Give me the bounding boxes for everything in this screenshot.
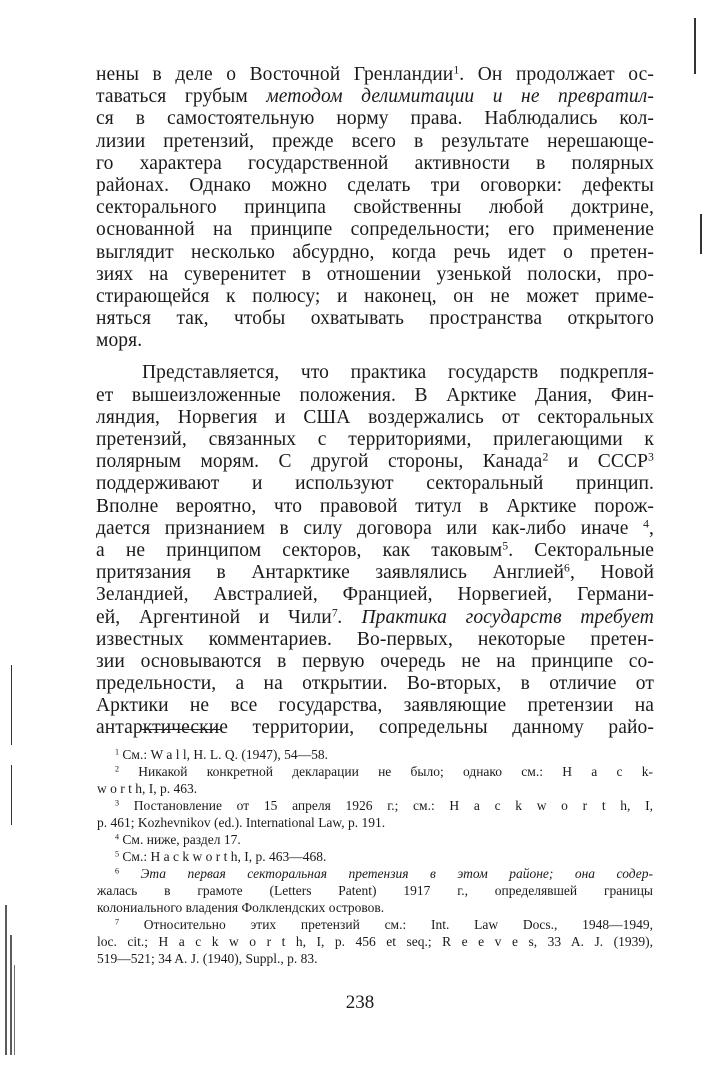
- scan-margin-line: [11, 665, 12, 745]
- scan-margin-line: [11, 765, 12, 825]
- main-text: [96, 64, 654, 740]
- text-line: претензий, связанных с территориями, прилегающими к: [96, 429, 654, 450]
- text-line: антарктические территории, сопредельны данному райо-: [96, 717, 654, 739]
- text-line: Зеландией, Австралией, Францией, Норвегией, Германи-: [96, 584, 654, 606]
- footnote-ref: 7: [331, 606, 338, 620]
- footnote: $^4$ См. ниже, раздел 17.: [115, 832, 241, 847]
- footnote: $^1$ См.: W a l l, H. L. Q. (1947), 54—58.: [115, 747, 328, 762]
- footnote: $^7$ Относительно этих претензий см.: Int. Law Docs., 1948—1949,: [115, 917, 653, 932]
- scan-margin-line: [10, 935, 12, 1055]
- text-line: ей, Аргентиной и Чили$^7$. Практика государств требует: [96, 606, 654, 628]
- scan-margin-line: [700, 214, 702, 254]
- text-line: Представляется, что практика государств подкрепля-: [142, 362, 654, 384]
- text-line: известных комментариев. Во-первых, некоторые претен-: [96, 628, 654, 650]
- text-line: ся в самостоятельную норму права. Наблюдались кол-: [96, 108, 654, 130]
- text-line: ляндия, Норвегия и США воздержались от секторальных: [96, 406, 654, 428]
- footnote-cont: 519—521; 34 A. J. (1940), Suppl., p. 83.: [97, 951, 318, 966]
- footnote-ref: 2: [542, 451, 549, 464]
- text-line: притязания в Антарктике заявлялись Англией$^6$, Новой: [96, 562, 654, 584]
- text-line: основанной на принципе сопредельности; его применение: [96, 219, 654, 241]
- footnote: $^5$ См.: H a c k w o r t h, I, p. 463—468.: [115, 849, 327, 864]
- text-line: няться так, чтобы охватывать пространства открытого: [96, 308, 654, 330]
- footnote-ref: 1: [453, 64, 460, 77]
- text-line: Вполне вероятно, что правовой титул в Арктике порож-: [96, 495, 654, 517]
- text-line: го характера государственной активности в полярных: [96, 152, 654, 174]
- text-line: моря.: [96, 330, 143, 352]
- text-line: нены в деле о Восточной Гренландии$^1$. Он продолжает ос-: [96, 64, 654, 85]
- footnote-divider: [140, 729, 222, 730]
- footnote: $^6$ Эта первая секторальная претензия в этом районе; она содер-: [115, 866, 653, 881]
- footnotes: [97, 746, 653, 967]
- text-line: Арктики не все государства, заявляющие претензии на: [96, 695, 654, 717]
- footnote: $^2$ Никакой конкретной декларации не было; однако см.: H a c k-: [115, 764, 653, 779]
- footnote-ref: 4: [643, 517, 650, 531]
- text-line: предельности, а на открытии. Во-вторых, в отличие от: [96, 673, 654, 695]
- text-line: зиях на суверенитет в отношении узенькой полоски, про-: [96, 263, 654, 285]
- text-line: лизии претензий, прежде всего в результате нерешающе-: [96, 130, 654, 152]
- footnote-cont: w o r t h, I, p. 463.: [97, 781, 198, 796]
- text-line: поддерживают и используют секторальный принцип.: [96, 473, 654, 495]
- text-line: стирающейся к полюсу; и наконец, он не может приме-: [96, 285, 654, 307]
- text-line: ет вышеизложенные положения. В Арктике Дания, Фин-: [96, 384, 654, 406]
- footnote-cont: колониального владения Фолклендских островов.: [97, 900, 385, 915]
- text-line: секторального принципа свойственны любой доктрине,: [96, 197, 654, 219]
- scan-margin-line: [5, 905, 7, 1055]
- footnote-ref: 5: [502, 539, 509, 553]
- scan-margin-line: [694, 18, 696, 74]
- footnote-cont: loc. cit.; H a c k w o r t h, I, p. 456 et seq.; R e e v e s, 33 A. J. (1939),: [97, 934, 653, 949]
- text-line: выглядит несколько абсурдно, когда речь идет о претен-: [96, 241, 654, 263]
- scan-margin-line: [14, 965, 15, 1055]
- text-line: полярным морям. С другой стороны, Канада$^2$ и СССР$^3$: [96, 451, 654, 473]
- text-line: а не принципом секторов, как таковым$^5$. Секторальные: [96, 539, 654, 561]
- page-number: 238: [345, 992, 375, 1013]
- footnote-cont: p. 461; Kozhevnikov (ed.). International Law, p. 191.: [97, 815, 386, 830]
- text-line: районах. Однако можно сделать три оговорки: дефекты: [96, 174, 654, 196]
- footnote: $^3$ Постановление от 15 апреля 1926 г.; см.: H a c k w o r t h, I,: [115, 798, 653, 813]
- footnote-cont: жалась в грамоте (Letters Patent) 1917 г., определявшей границы: [97, 883, 653, 898]
- text-line: дается признанием в силу договора или как-либо иначе $^4$,: [96, 517, 654, 539]
- footnote-ref: 3: [648, 451, 654, 464]
- footnote-ref: 6: [564, 562, 570, 575]
- text-line: таваться грубым методом делимитации и не превратил-: [96, 86, 654, 108]
- text-line: зии основываются в первую очередь не на принципе со-: [96, 650, 654, 672]
